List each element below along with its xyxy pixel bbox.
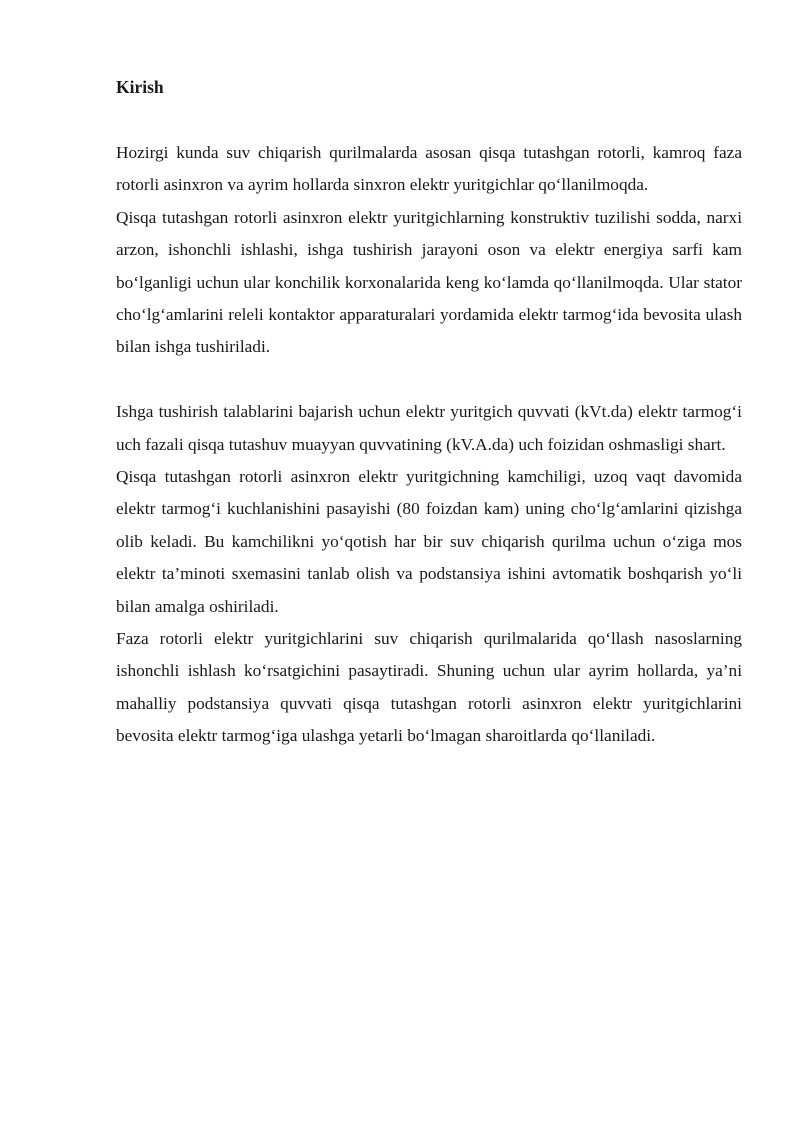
paragraph-4: Qisqa tutashgan rotorli asinxron elektr yuritgichning kamchiligi, uzoq vaqt davomida elektr tarmog‘i kuchlanishini pasayishi (80 foizdan kam) uning cho‘lg‘amlarini qizishga olib keladi. Bu kamchilikni yo‘qotish har bir suv chiqarish qurilma uchun o‘ziga mos elektr ta’minoti sxemasini tanlab olish va podstansiya ishini avtomatik boshqarish yo‘li bilan amalga oshiriladi. bbox=[116, 467, 742, 616]
document-body bbox=[116, 137, 742, 753]
section-heading: Kirish bbox=[116, 77, 164, 97]
paragraph-3: Ishga tushirish talablarini bajarish uchun elektr yuritgich quvvati (kVt.da) elektr tarmog‘i uch fazali qisqa tutashuv muayyan quvvatining (kV.A.da) uch foizidan oshmasligi shart. bbox=[116, 402, 742, 454]
paragraph-1: Hozirgi kunda suv chiqarish qurilmalarda asosan qisqa tutashgan rotorli, kamroq faza rotorli asinxron va ayrim hollarda sinxron elektr yuritgichlar qo‘llanilmoqda. bbox=[116, 143, 742, 195]
paragraph-2: Qisqa tutashgan rotorli asinxron elektr yuritgichlarning konstruktiv tuzilishi sodda, narxi arzon, ishonchli ishlashi, ishga tushirish jarayoni oson va elektr energiya sarfi kam bo‘lganligi uchun ular konchilik korxonalarida keng ko‘lamda qo‘llanilmoqda. Ular stator cho‘lg‘amlarini releli kontaktor apparaturalari yordamida elektr tarmog‘ida bevosita ulash bilan ishga tushiriladi. bbox=[116, 207, 742, 357]
paragraph-gap bbox=[116, 364, 742, 396]
paragraph-5: Faza rotorli elektr yuritgichlarini suv chiqarish qurilmalarida qo‘llash nasoslarning ishonchli ishlash ko‘rsatgichini pasaytiradi. Shuning uchun ular ayrim hollarda, ya’ni mahalliy podstansiya quvvati qisqa tutashgan rotorli asinxron elektr yuritgichlarini bevosita elektr tarmog‘iga ulashga yetarli bo‘lmagan sharoitlarda qo‘llaniladi. bbox=[116, 629, 742, 746]
